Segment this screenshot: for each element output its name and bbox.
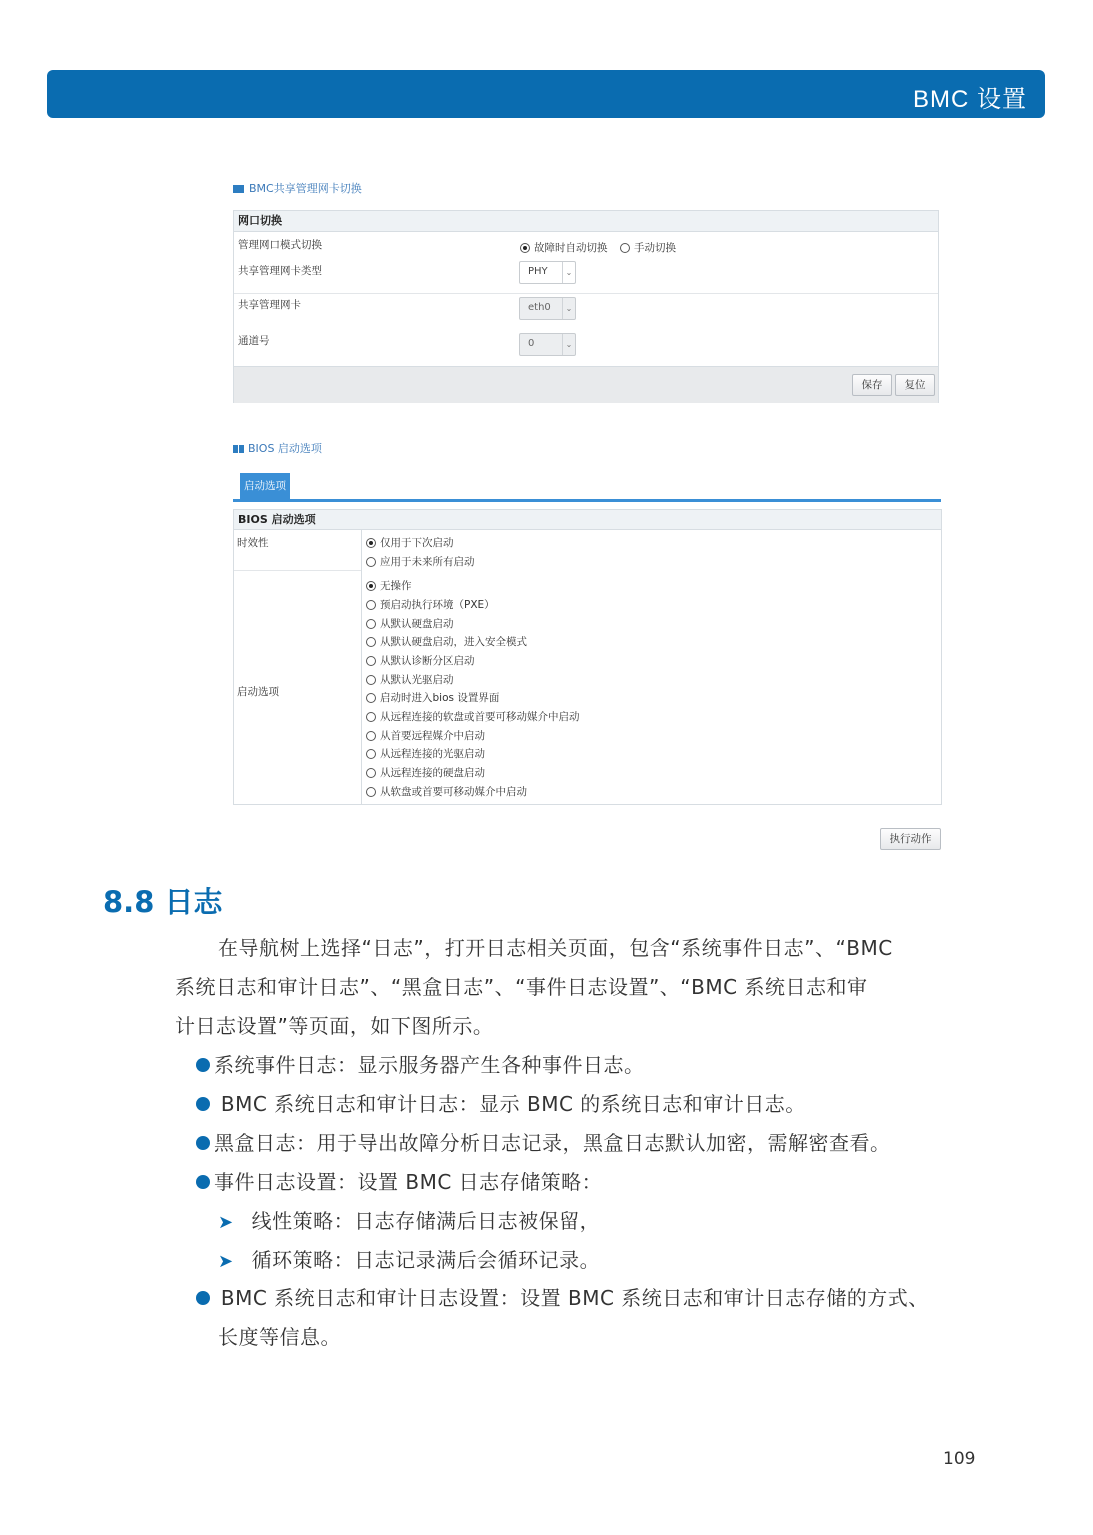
validity-label: 时效性 bbox=[237, 537, 269, 549]
radio-icon bbox=[366, 619, 376, 629]
radio-icon bbox=[366, 656, 376, 666]
section-marker-icon bbox=[233, 185, 244, 193]
boot-option[interactable] bbox=[366, 616, 454, 631]
bullet-item bbox=[196, 1088, 806, 1117]
radio-icon bbox=[366, 787, 376, 797]
bullet-text: 系统事件日志：显示服务器产生各种事件日志。 bbox=[214, 1053, 645, 1077]
tab-boot-options[interactable]: 启动选项 bbox=[240, 473, 290, 499]
boot-option[interactable] bbox=[366, 672, 454, 687]
validity-option-all-label: 应用于未来所有启动 bbox=[380, 556, 475, 568]
chapter-banner bbox=[47, 70, 1045, 118]
bios-tab-bar bbox=[233, 470, 941, 502]
boot-option[interactable] bbox=[366, 784, 527, 799]
boot-option-label: 从远程连接的光驱启动 bbox=[380, 748, 485, 760]
boot-option[interactable] bbox=[366, 597, 495, 612]
radio-icon bbox=[366, 768, 376, 778]
chevron-down-icon: ⌄ bbox=[562, 334, 575, 355]
radio-icon bbox=[366, 600, 376, 610]
boot-option-label: 从默认硬盘启动，进入安全模式 bbox=[380, 636, 527, 648]
section-marker-icon bbox=[233, 445, 238, 453]
bmc-nic-panel bbox=[233, 210, 939, 403]
mode-option-auto-label: 故障时自动切换 bbox=[534, 242, 608, 254]
bullet-continuation: 长度等信息。 bbox=[218, 1325, 341, 1349]
row-divider bbox=[234, 570, 361, 571]
mode-label: 管理网口模式切换 bbox=[238, 239, 322, 251]
mode-option-auto[interactable] bbox=[520, 240, 608, 255]
nic-value: eth0 bbox=[528, 302, 551, 313]
radio-icon bbox=[366, 693, 376, 703]
radio-icon bbox=[520, 243, 530, 253]
bullet-item bbox=[196, 1127, 891, 1156]
boot-option-label: 从默认光驱启动 bbox=[380, 674, 454, 686]
bullet-text: BMC 系统日志和审计日志设置：设置 BMC 系统日志和审计日志存储的方式、 bbox=[214, 1286, 929, 1310]
nic-type-value: PHY bbox=[528, 266, 548, 277]
bullet-item bbox=[196, 1049, 645, 1078]
boot-option[interactable] bbox=[366, 746, 485, 761]
section-marker-icon bbox=[239, 445, 244, 453]
validity-option-next-label: 仅用于下次启动 bbox=[380, 537, 454, 549]
bmc-section-title bbox=[233, 180, 362, 196]
boot-option-label: 预启动执行环境（PXE） bbox=[380, 599, 495, 611]
sub-bullet-text: 线性策略：日志存储满后日志被保留， bbox=[251, 1209, 601, 1233]
bullet-text: 黑盒日志：用于导出故障分析日志记录，黑盒日志默认加密，需解密查看。 bbox=[214, 1131, 891, 1155]
nic-type-select[interactable] bbox=[519, 261, 576, 284]
bullet-icon bbox=[196, 1175, 210, 1189]
boot-option-label: 启动时进入bios 设置界面 bbox=[380, 692, 500, 704]
bios-section-title-text: BIOS 启动选项 bbox=[248, 442, 322, 455]
validity-option-next[interactable] bbox=[366, 535, 454, 550]
arrow-right-icon: ➤ bbox=[218, 1212, 234, 1233]
radio-icon bbox=[366, 581, 376, 591]
boot-option-label: 无操作 bbox=[380, 580, 412, 592]
bios-section-title bbox=[233, 440, 322, 456]
boot-option[interactable] bbox=[366, 690, 499, 705]
chevron-down-icon: ⌄ bbox=[562, 262, 575, 283]
bullet-text: BMC 系统日志和审计日志：显示 BMC 的系统日志和审计日志。 bbox=[214, 1092, 806, 1116]
radio-icon bbox=[620, 243, 630, 253]
radio-icon bbox=[366, 557, 376, 567]
channel-label: 通道号 bbox=[238, 335, 270, 347]
column-divider bbox=[361, 530, 362, 804]
mode-option-manual[interactable] bbox=[620, 240, 676, 255]
intro-line: 在导航树上选择“日志”，打开日志相关页面，包含“系统事件日志”、“BMC bbox=[218, 936, 893, 960]
boot-option-label: 从远程连接的硬盘启动 bbox=[380, 767, 485, 779]
bullet-icon bbox=[196, 1058, 210, 1072]
nic-select[interactable] bbox=[519, 297, 576, 320]
nic-label: 共享管理网卡 bbox=[238, 299, 301, 311]
row-divider bbox=[234, 293, 938, 294]
boot-label: 启动选项 bbox=[237, 686, 279, 698]
bullet-item bbox=[196, 1282, 929, 1311]
radio-icon bbox=[366, 731, 376, 741]
intro-line: 计日志设置”等页面，如下图所示。 bbox=[175, 1014, 494, 1038]
section-heading: 8.8 日志 bbox=[103, 885, 223, 919]
boot-option[interactable] bbox=[366, 653, 475, 668]
arrow-right-icon: ➤ bbox=[218, 1251, 234, 1272]
boot-option[interactable] bbox=[366, 728, 485, 743]
boot-option-label: 从默认硬盘启动 bbox=[380, 618, 454, 630]
bmc-section-title-text: BMC共享管理网卡切换 bbox=[249, 182, 362, 195]
bios-boot-panel bbox=[233, 509, 942, 805]
nic-type-label: 共享管理网卡类型 bbox=[238, 265, 322, 277]
execute-action-button[interactable]: 执行动作 bbox=[880, 828, 941, 850]
chapter-title: BMC 设置 bbox=[913, 86, 1027, 113]
boot-option[interactable] bbox=[366, 709, 580, 724]
boot-option-label: 从首要远程媒介中启动 bbox=[380, 730, 485, 742]
boot-option-label: 从远程连接的软盘或首要可移动媒介中启动 bbox=[380, 711, 580, 723]
bullet-item bbox=[196, 1166, 602, 1195]
radio-icon bbox=[366, 675, 376, 685]
boot-option[interactable] bbox=[366, 765, 485, 780]
radio-icon bbox=[366, 712, 376, 722]
bullet-icon bbox=[196, 1136, 210, 1150]
bullet-icon bbox=[196, 1097, 210, 1111]
button-bar bbox=[234, 366, 938, 403]
channel-select[interactable] bbox=[519, 333, 576, 356]
boot-option-label: 从软盘或首要可移动媒介中启动 bbox=[380, 786, 527, 798]
chevron-down-icon: ⌄ bbox=[562, 298, 575, 319]
validity-option-all[interactable] bbox=[366, 554, 475, 569]
panel-header: 网口切换 bbox=[234, 211, 938, 232]
reset-button[interactable]: 复位 bbox=[895, 374, 935, 396]
bullet-text: 事件日志设置：设置 BMC 日志存储策略： bbox=[214, 1170, 603, 1194]
mode-option-manual-label: 手动切换 bbox=[634, 242, 676, 254]
boot-option[interactable] bbox=[366, 634, 527, 649]
boot-option-label: 从默认诊断分区启动 bbox=[380, 655, 475, 667]
bullet-icon bbox=[196, 1291, 210, 1305]
sub-bullet-item bbox=[218, 1244, 600, 1273]
intro-line: 系统日志和审计日志”、“黑盒日志”、“事件日志设置”、“BMC 系统日志和审 bbox=[175, 975, 868, 999]
channel-value: 0 bbox=[528, 338, 535, 349]
panel-header: BIOS 启动选项 bbox=[234, 510, 941, 530]
save-button[interactable]: 保存 bbox=[852, 374, 892, 396]
radio-icon bbox=[366, 637, 376, 647]
sub-bullet-item bbox=[218, 1205, 600, 1234]
boot-option[interactable] bbox=[366, 578, 412, 593]
radio-icon bbox=[366, 749, 376, 759]
page-number: 109 bbox=[943, 1449, 976, 1469]
radio-icon bbox=[366, 538, 376, 548]
sub-bullet-text: 循环策略：日志记录满后会循环记录。 bbox=[251, 1248, 601, 1272]
